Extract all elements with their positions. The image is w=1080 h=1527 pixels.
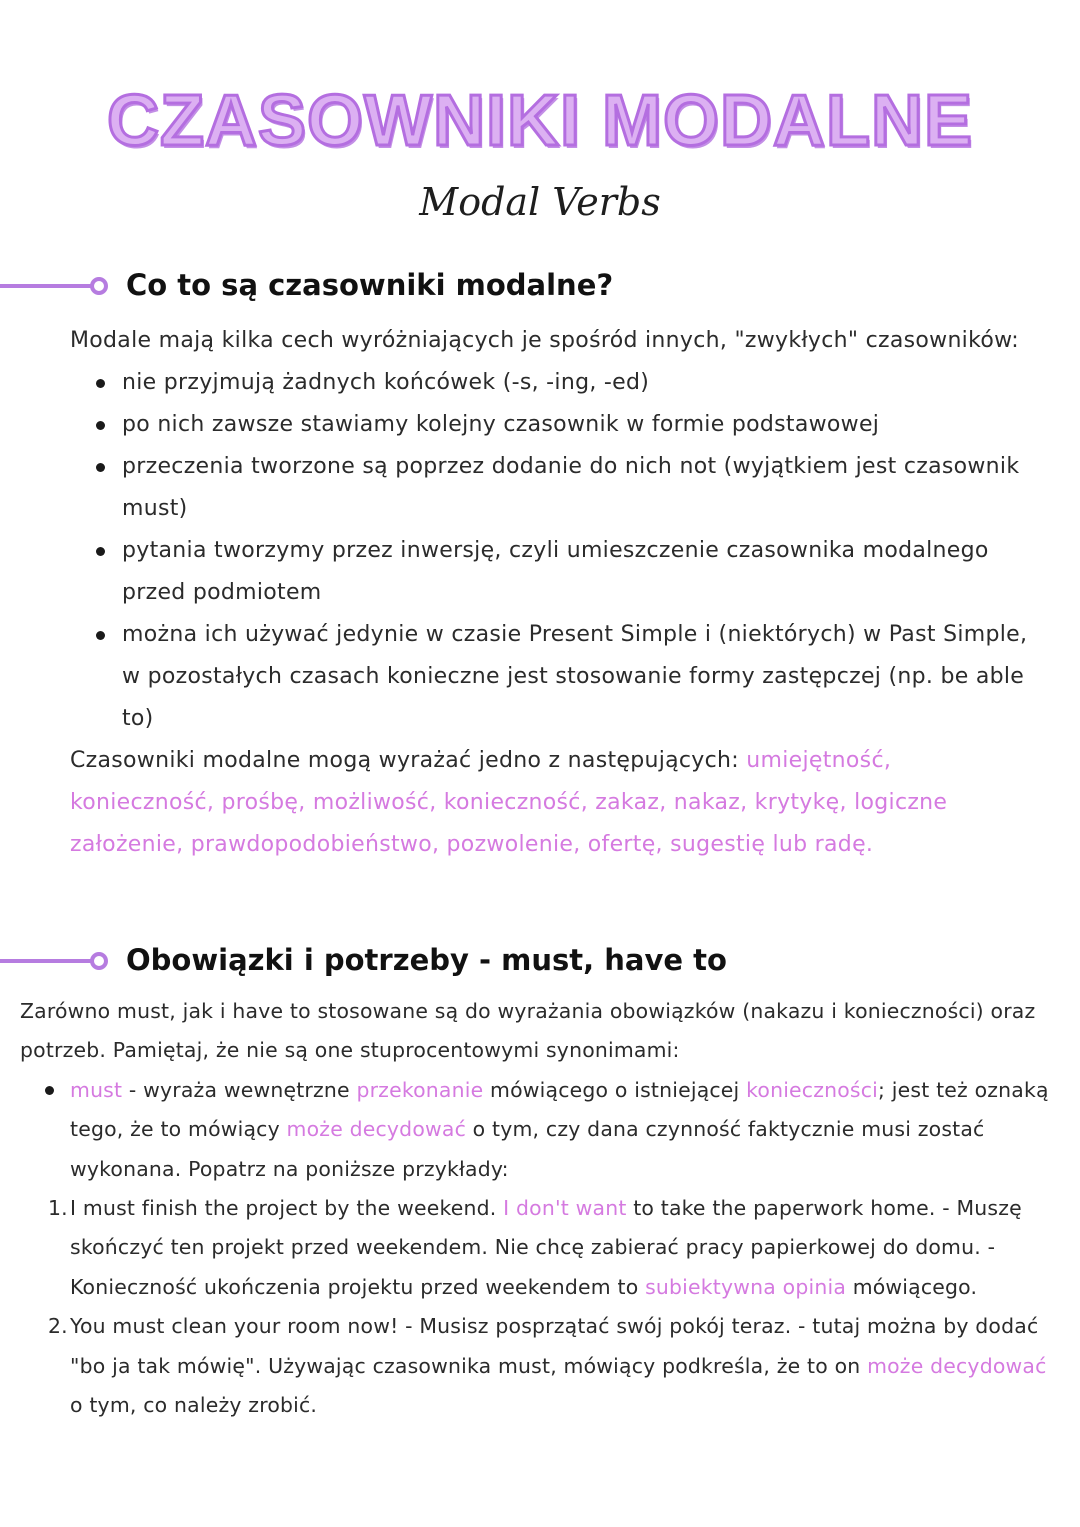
highlight-text: konieczności xyxy=(746,1077,879,1102)
text: - wyraża wewnętrzne xyxy=(122,1077,357,1102)
highlight-text: I don't want xyxy=(503,1196,627,1221)
section-heading-modal-verbs: Co to są czasowniki modalne? xyxy=(126,268,614,302)
text: o tym, czy dana czynność faktycznie musi zostać wykonana. Popatrz na poniższe przykłady: xyxy=(70,1117,985,1181)
list-item-must xyxy=(70,1071,1065,1189)
features-list xyxy=(70,362,1030,740)
examples-list xyxy=(20,1189,1065,1425)
list-item: po nich zawsze stawiamy kolejny czasownik w formie podstawowej xyxy=(122,404,1030,446)
highlight-text: może decydować xyxy=(867,1353,1047,1378)
section-body-must-have-to xyxy=(20,992,1065,1425)
functions-highlight: umiejętność, konieczność, prośbę, możliwość, konieczność, zakaz, nakaz, krytykę, logiczne założenie, prawdopodobieństwo, pozwolenie, ofertę, sugestię lub radę. xyxy=(70,748,948,857)
text: ; jest też oznaką tego, że to mówiący xyxy=(70,1077,1049,1142)
list-item: nie przyjmują żadnych końcówek (-s, -ing, -ed) xyxy=(122,362,1030,404)
list-item: pytania tworzymy przez inwersję, czyli umieszczenie czasownika modalnego przed podmiotem xyxy=(122,530,1030,614)
text: mówiącego. xyxy=(846,1274,978,1299)
section-intro: Modale mają kilka cech wyróżniających je spośród innych, "zwykłych" czasowników: xyxy=(70,328,1019,353)
functions-lead: Czasowniki modalne mogą wyrażać jedno z następujących: xyxy=(70,748,747,773)
example-item xyxy=(48,1189,1065,1307)
example-item xyxy=(48,1307,1065,1425)
page-title: CZASOWNIKI MODALNE xyxy=(107,81,973,161)
text: I must finish the project by the weekend. xyxy=(70,1196,504,1221)
text: You must clean your room now! - Musisz posprzątać swój pokój teraz. - tutaj można by dodać "bo ja tak mówię". Używając czasownika must, mówiący podkreśla, że to on xyxy=(70,1314,1039,1378)
highlight-text: subiektywna opinia xyxy=(645,1274,847,1299)
example-number: 1. xyxy=(48,1196,68,1221)
section-heading-must-have-to: Obowiązki i potrzeby - must, have to xyxy=(126,943,727,977)
text: o tym, co należy zrobić. xyxy=(70,1393,318,1418)
highlight-text: może decydować xyxy=(286,1117,466,1142)
page-subtitle: Modal Verbs xyxy=(419,180,661,224)
section-divider-line xyxy=(0,959,92,963)
highlight-text: przekonanie xyxy=(356,1077,484,1102)
section-marker-dot xyxy=(90,277,108,295)
text: to take the paperwork home. - Muszę skończyć ten projekt przed weekendem. Nie chcę zabierać pracy papierkowej do domu. - Konieczność ukończenia projektu przed weekendem to xyxy=(70,1196,1022,1299)
section-marker-dot xyxy=(90,952,108,970)
list-item: przeczenia tworzone są poprzez dodanie do nich not (wyjątkiem jest czasownik must) xyxy=(122,446,1030,530)
section-body-modal-verbs xyxy=(70,320,1030,866)
list-item: można ich używać jedynie w czasie Present Simple i (niektórych) w Past Simple, w pozostałych czasach konieczne jest stosowanie formy zastępczej (np. be able to) xyxy=(122,614,1030,740)
text: mówiącego o istniejącej xyxy=(483,1077,747,1102)
term-must: must xyxy=(70,1077,123,1102)
section-intro: Zarówno must, jak i have to stosowane są do wyrażania obowiązków (nakazu i konieczności) oraz potrzeb. Pamiętaj, że nie są one stuprocentowymi synonimami: xyxy=(20,999,1036,1063)
functions-paragraph xyxy=(70,740,1030,866)
must-list xyxy=(20,1071,1065,1189)
example-number: 2. xyxy=(48,1314,68,1339)
section-divider-line xyxy=(0,284,92,288)
